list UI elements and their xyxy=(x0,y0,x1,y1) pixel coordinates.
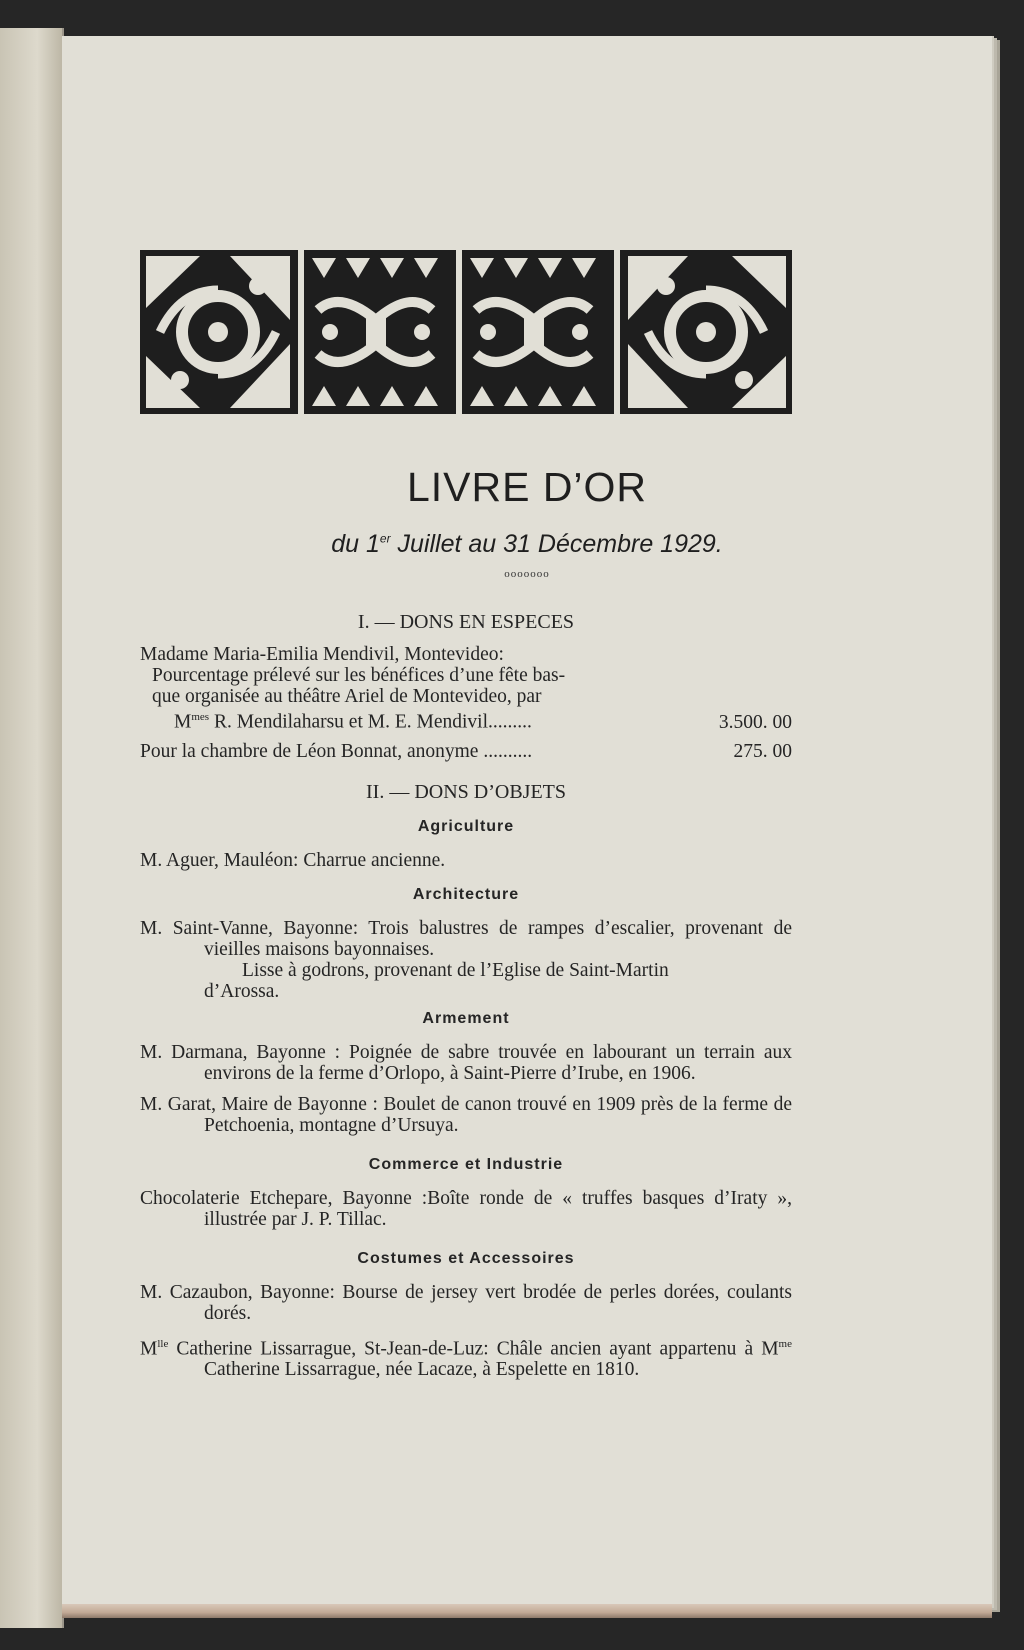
category-commerce: Commerce et Industrie xyxy=(368,1155,564,1173)
object-entry-darmana: M. Darmana, Bayonne : Poignée de sabre trouvée en labourant un terrain aux environs de la ferme d’Orlopo, à Saint-Pierre d’Irube, en 1906. xyxy=(140,1041,792,1084)
page-title: LIVRE D’OR xyxy=(406,464,648,510)
object-entry-cazaubon: M. Cazaubon, Bayonne: Bourse de jersey vert brodée de perles dorées, coulants dorés. xyxy=(140,1281,792,1324)
section-heading-objets: II. — DONS D’OBJETS xyxy=(366,780,566,803)
object-entry-aguer: M. Aguer, Mauléon: Charrue ancienne. xyxy=(140,849,446,871)
object-entry-lisse: Lisse à godrons, provenant de l’Eglise de Saint-Martin xyxy=(242,959,669,981)
page-content xyxy=(140,610,792,1380)
object-entry-etchepare: Chocolaterie Etchepare, Bayonne :Boîte ronde de « truffes basques d’Iraty », illustrée par J. P. Tillac. xyxy=(140,1187,792,1230)
decorative-header-ornament xyxy=(140,250,792,414)
category-architecture: Architecture xyxy=(412,885,520,903)
page-bottom-edge xyxy=(62,1604,992,1618)
donor-name: Pour la chambre de Léon Bonnat, anonyme .......... xyxy=(140,740,533,762)
donor-detail-line: Pourcentage prélevé sur les bénéfices d’une fête bas- xyxy=(152,665,566,686)
category-costumes: Costumes et Accessoires xyxy=(357,1249,575,1267)
object-entry-garat: M. Garat, Maire de Bayonne : Boulet de canon trouvé en 1909 près de la ferme de Petchoenia, montagne d’Ursuya. xyxy=(140,1093,792,1136)
object-entry-arossa: d’Arossa. xyxy=(204,980,280,1002)
object-entry-lissarrague: $M^{lle}$ Catherine Lissarrague, St-Jean-de-Luz: Châle ancien ayant appartenu à $M^{me}$ Catherine Lissarrague, née Lacaze, à Espelette en 1810. xyxy=(140,1337,792,1380)
donation-amount: 3.500. 00 xyxy=(718,711,792,733)
donor-detail-line: que organisée au théâtre Ariel de Montevideo, par xyxy=(152,686,542,707)
donation-entry-anonyme xyxy=(140,741,792,762)
donor-name: Madame Maria-Emilia Mendivil, Montevideo: xyxy=(140,644,504,665)
donation-amount: 275. 00 xyxy=(733,740,792,762)
page-subtitle: du 1er Juillet au 31 Décembre 1929. xyxy=(331,530,723,558)
donation-amount-row: $M^{mes}$ R. Mendilaharsu et M. E. Mendivil......... 3.500. 00 xyxy=(174,711,792,733)
object-entry-saint-vanne: M. Saint-Vanne, Bayonne: Trois balustres de rampes d’escalier, provenant de vieilles maisons bayonnaises. xyxy=(140,917,792,960)
section-heading-especes: I. — DONS EN ESPECES xyxy=(357,611,575,633)
donation-entry-mendivil xyxy=(140,644,792,733)
separator-dots: ooooooo xyxy=(504,568,550,580)
facing-page-edge xyxy=(0,28,64,1628)
category-armement: Armement xyxy=(422,1009,510,1027)
category-agriculture: Agriculture xyxy=(417,817,515,835)
